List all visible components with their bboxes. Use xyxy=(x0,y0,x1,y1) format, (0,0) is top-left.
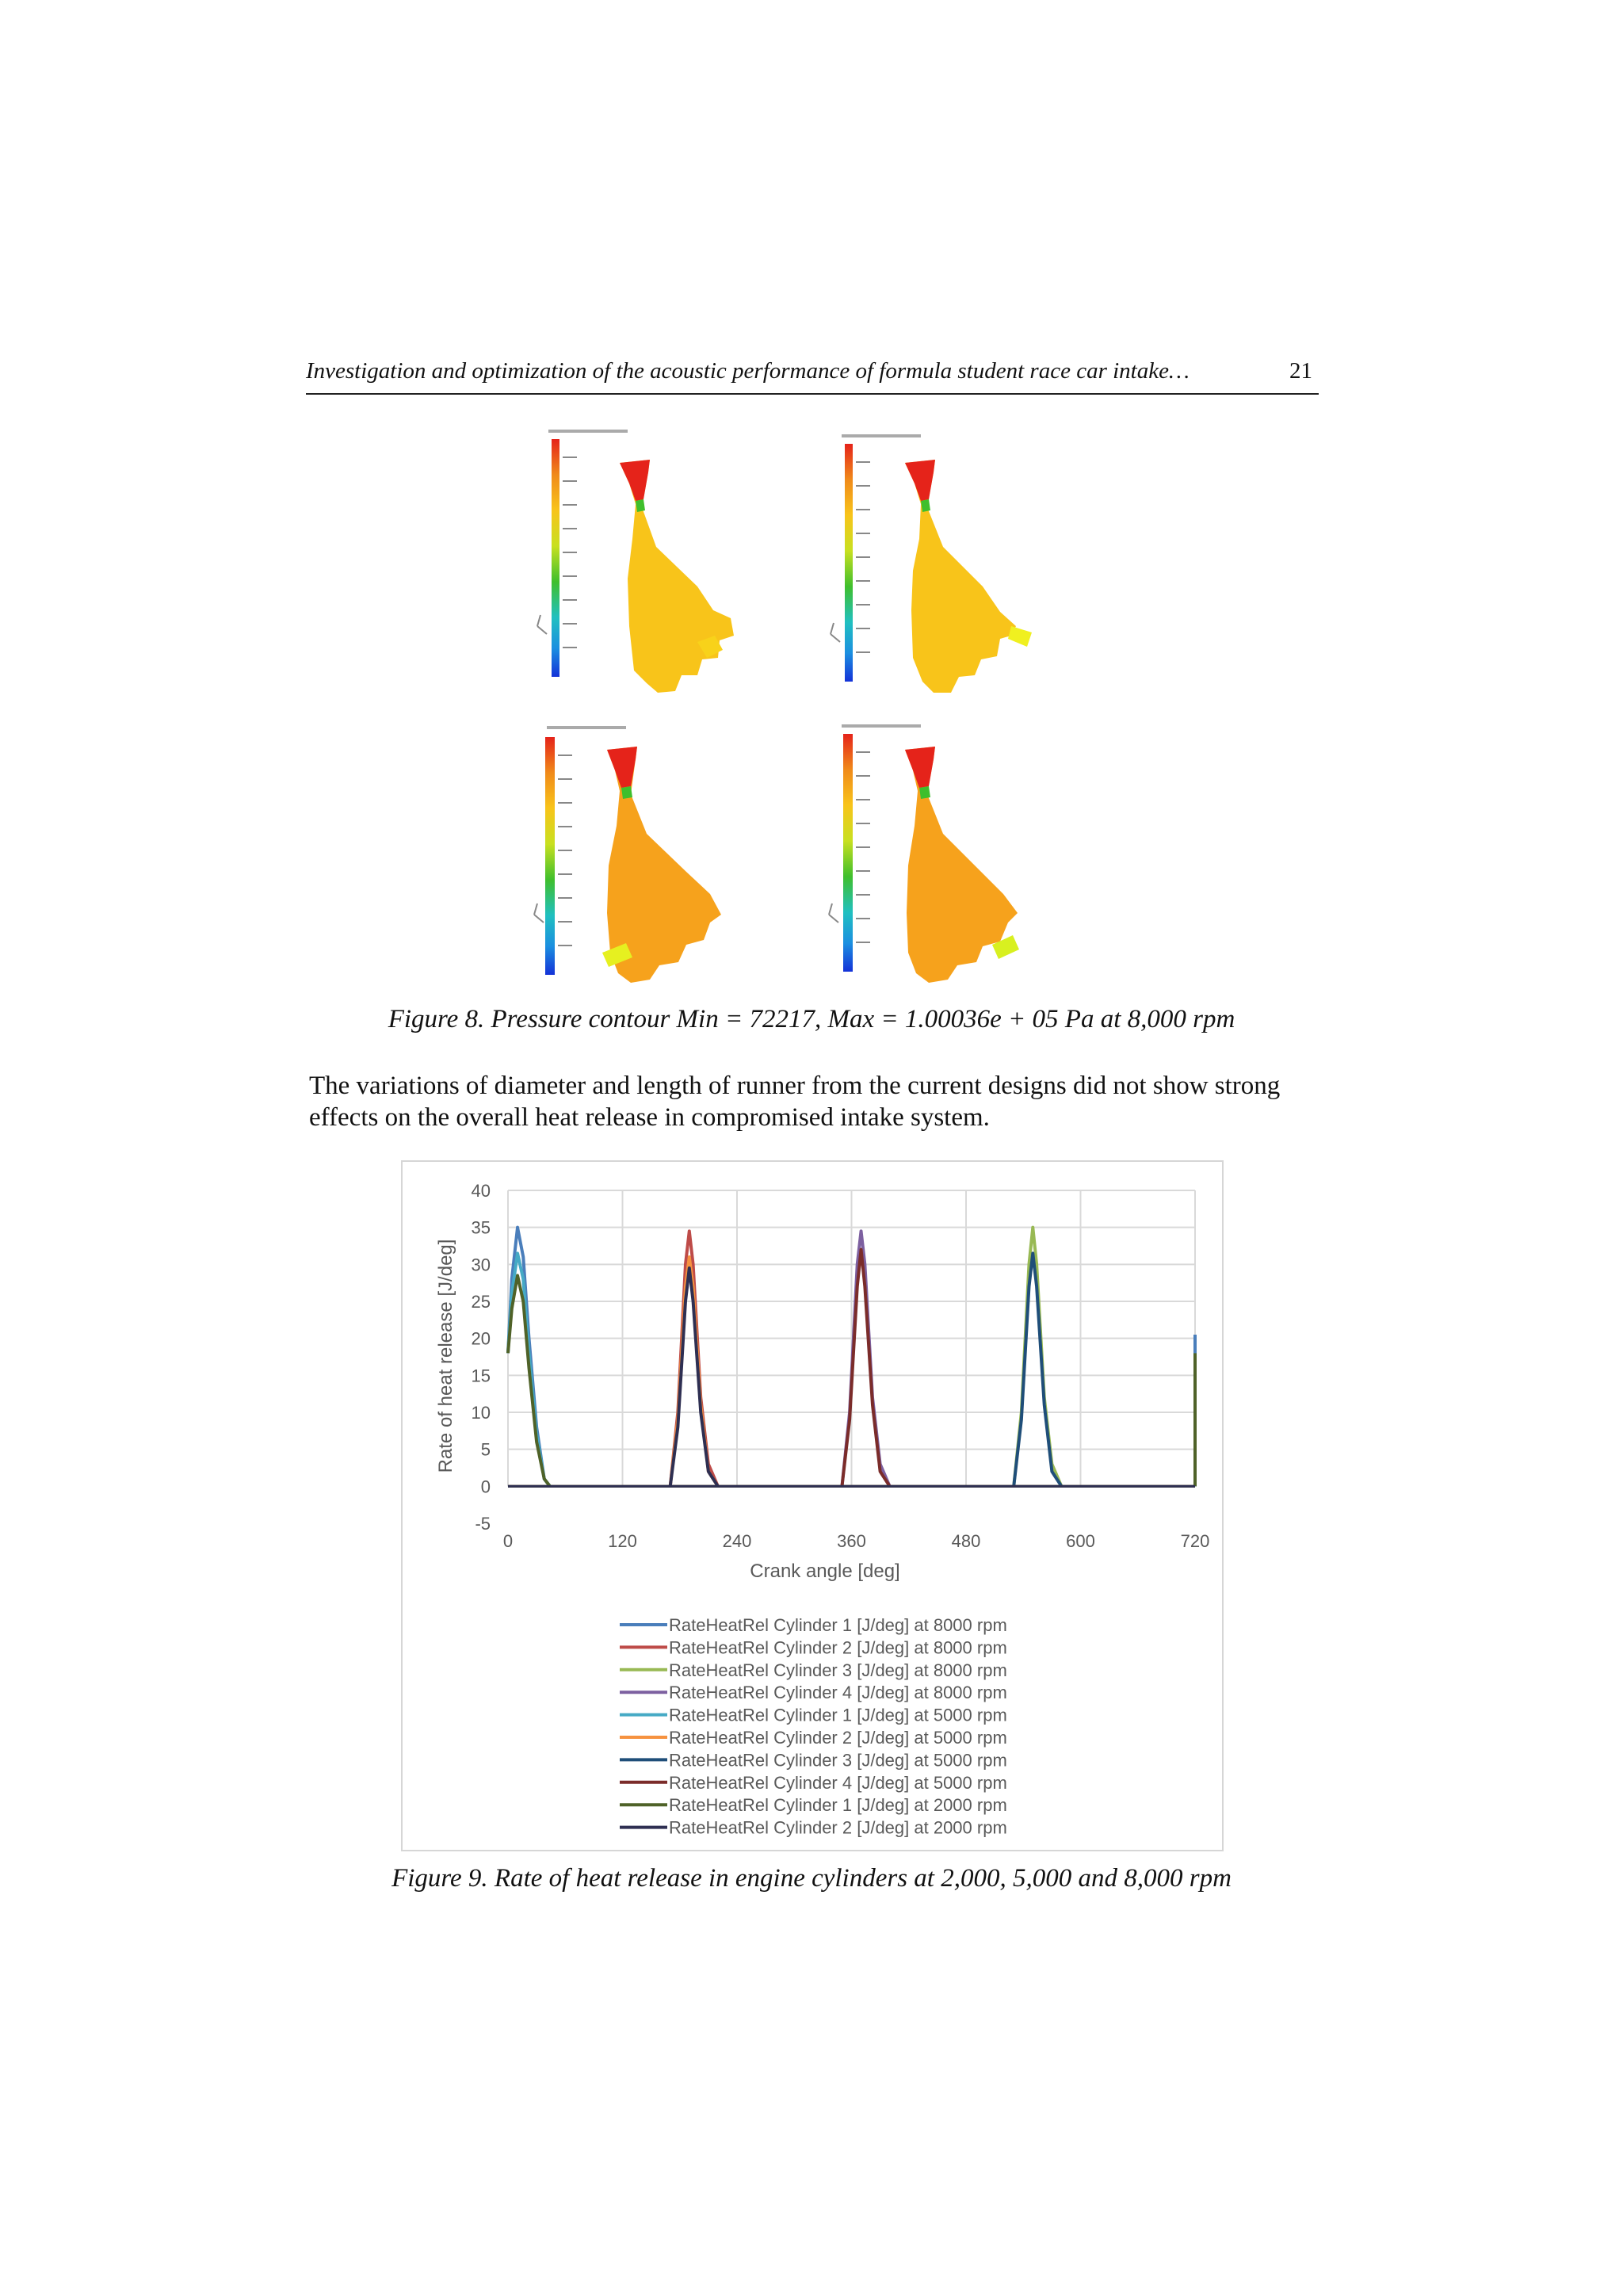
contour-panel-3 xyxy=(531,715,816,1000)
contour-panel-2 xyxy=(824,428,1109,713)
x-tick-label: 480 xyxy=(951,1531,981,1551)
y-axis-label: Rate of heat release [J/deg] xyxy=(435,1239,456,1473)
legend-label: RateHeatRel Cylinder 1 [J/deg] at 2000 rpm xyxy=(669,1795,1007,1816)
figure-8-caption: Figure 8. Pressure contour Min = 72217, Max = 1.00036e + 05 Pa at 8,000 rpm xyxy=(388,1005,1235,1033)
legend-label: RateHeatRel Cylinder 2 [J/deg] at 2000 rpm xyxy=(669,1817,1007,1838)
y-tick-label: 30 xyxy=(471,1255,491,1275)
contour-panel-1 xyxy=(531,428,816,713)
legend-label: RateHeatRel Cylinder 4 [J/deg] at 8000 rpm xyxy=(669,1683,1007,1703)
y-tick-label: 5 xyxy=(480,1439,491,1460)
y-tick-label: -5 xyxy=(475,1514,491,1534)
series-line xyxy=(508,1275,550,1486)
x-tick-label: 0 xyxy=(502,1531,514,1551)
x-tick-label: 360 xyxy=(837,1531,866,1551)
x-tick-label: 600 xyxy=(1066,1531,1095,1551)
y-tick-label: 25 xyxy=(471,1292,491,1312)
y-tick-label: 10 xyxy=(471,1403,491,1423)
y-tick-label: 15 xyxy=(471,1366,491,1386)
legend-label: RateHeatRel Cylinder 3 [J/deg] at 5000 rpm xyxy=(669,1750,1007,1771)
series-line xyxy=(1014,1253,1061,1486)
series-line xyxy=(842,1250,889,1487)
series-line xyxy=(1014,1228,1061,1487)
running-header xyxy=(306,355,1319,387)
x-tick-label: 120 xyxy=(608,1531,637,1551)
heat-release-chart xyxy=(403,1162,1222,1850)
header-rule xyxy=(306,393,1319,395)
legend-label: RateHeatRel Cylinder 4 [J/deg] at 5000 rpm xyxy=(669,1772,1007,1793)
legend-label: RateHeatRel Cylinder 2 [J/deg] at 8000 rpm xyxy=(669,1637,1007,1658)
figure-9-caption: Figure 9. Rate of heat release in engine cylinders at 2,000, 5,000 and 8,000 rpm xyxy=(391,1864,1232,1893)
legend-label: RateHeatRel Cylinder 2 [J/deg] at 5000 rpm xyxy=(669,1728,1007,1748)
x-axis-label: Crank angle [deg] xyxy=(750,1561,900,1582)
body-paragraph: The variations of diameter and length of runner from the current designs did not show strong effects on the overall heat release in compromised intake system. xyxy=(309,1072,1281,1132)
figure-9-chart-frame xyxy=(401,1160,1224,1851)
x-tick-label: 240 xyxy=(722,1531,752,1551)
x-tick-label: 720 xyxy=(1180,1531,1210,1551)
y-tick-label: 35 xyxy=(471,1217,491,1238)
series-line xyxy=(842,1231,889,1486)
y-tick-label: 0 xyxy=(480,1477,491,1497)
y-tick-label: 40 xyxy=(471,1181,491,1201)
running-title: Investigation and optimization of the acoustic performance of formula student race car intake… xyxy=(306,358,1190,384)
contour-panel-4 xyxy=(824,715,1109,1000)
y-tick-label: 20 xyxy=(471,1328,491,1349)
page-number: 21 xyxy=(1289,358,1312,384)
legend-label: RateHeatRel Cylinder 1 [J/deg] at 5000 rpm xyxy=(669,1705,1007,1725)
series-line xyxy=(670,1257,718,1486)
legend-label: RateHeatRel Cylinder 3 [J/deg] at 8000 rpm xyxy=(669,1660,1007,1680)
legend-label: RateHeatRel Cylinder 1 [J/deg] at 8000 rpm xyxy=(669,1615,1007,1635)
series-line xyxy=(670,1231,718,1486)
